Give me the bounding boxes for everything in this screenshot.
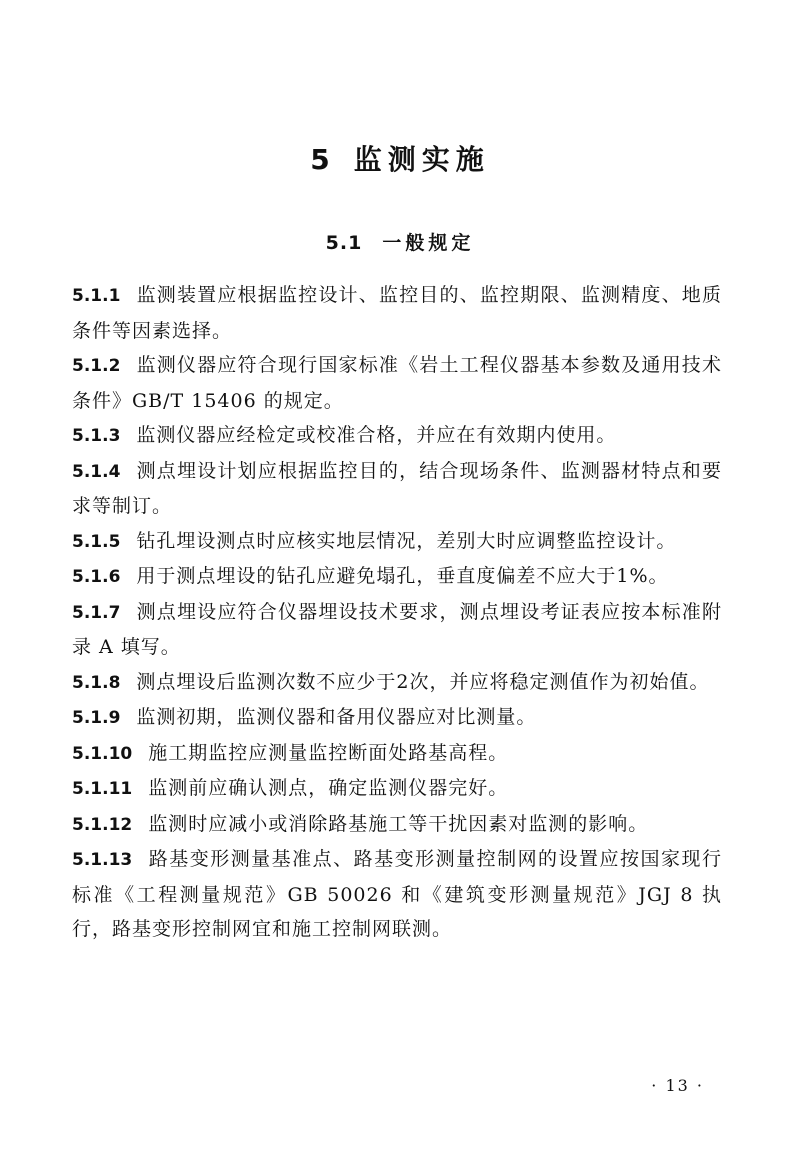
clause-number: 5.1.8 xyxy=(72,672,121,693)
clause-5-1-2 xyxy=(72,348,722,418)
clause-5-1-6 xyxy=(72,559,722,595)
clause-number: 5.1.3 xyxy=(72,426,121,446)
clause-5-1-12 xyxy=(72,807,722,843)
chapter-number: 5 xyxy=(310,143,336,176)
section-number: 5.1 xyxy=(325,232,363,254)
clause-5-1-9 xyxy=(72,700,722,736)
clause-5-1-11 xyxy=(72,771,722,807)
clause-list xyxy=(72,278,722,947)
clause-5-1-3 xyxy=(72,418,722,454)
clause-number: 5.1.2 xyxy=(72,356,121,376)
clause-text: 测点埋设计划应根据监控目的，结合现场条件、监测器材特点和要求等制订。 xyxy=(72,459,722,517)
clause-5-1-13 xyxy=(72,842,722,947)
clause-5-1-10 xyxy=(72,736,722,772)
page-number: · 13 · xyxy=(651,1076,704,1095)
clause-text: 测点埋设应符合仪器埋设技术要求，测点埋设考证表应按本标准附录 A 填写。 xyxy=(72,600,722,658)
chapter-heading xyxy=(0,138,800,178)
clause-number: 5.1.9 xyxy=(72,708,121,728)
clause-text: 施工期监控应测量监控断面处路基高程。 xyxy=(148,741,509,764)
chapter-title: 监测实施 xyxy=(353,143,490,176)
clause-number: 5.1.10 xyxy=(72,743,133,764)
clause-5-1-1 xyxy=(72,278,722,348)
section-title: 一般规定 xyxy=(382,232,475,254)
clause-5-1-8 xyxy=(72,665,722,701)
clause-text: 钻孔埋设测点时应核实地层情况，差别大时应调整监控设计。 xyxy=(136,529,677,552)
section-heading xyxy=(0,228,800,255)
clause-text: 用于测点埋设的钻孔应避免塌孔，垂直度偏差不应大于1%。 xyxy=(136,565,669,587)
clause-number: 5.1.13 xyxy=(72,850,133,870)
clause-5-1-4 xyxy=(72,454,722,524)
clause-number: 5.1.4 xyxy=(72,461,121,482)
clause-text: 监测时应减小或消除路基施工等干扰因素对监测的影响。 xyxy=(148,812,649,835)
clause-number: 5.1.11 xyxy=(72,779,133,799)
clause-text: 测点埋设后监测次数不应少于2次，并应将稳定测值作为初始值。 xyxy=(136,670,710,693)
clause-number: 5.1.12 xyxy=(72,814,133,835)
clause-5-1-5 xyxy=(72,524,722,560)
clause-number: 5.1.1 xyxy=(72,286,121,306)
clause-text: 监测仪器应符合现行国家标准《岩土工程仪器基本参数及通用技术条件》GB/T 15406 的规定。 xyxy=(72,354,722,412)
clause-text: 监测仪器应经检定或校准合格，并应在有效期内使用。 xyxy=(136,424,617,446)
clause-text: 监测初期，监测仪器和备用仪器应对比测量。 xyxy=(136,706,537,728)
clause-5-1-7 xyxy=(72,595,722,665)
clause-text: 监测前应确认测点，确定监测仪器完好。 xyxy=(148,777,509,799)
clause-number: 5.1.7 xyxy=(72,602,121,623)
clause-text: 路基变形测量基准点、路基变形测量控制网的设置应按国家现行标准《工程测量规范》GB 50026 和《建筑变形测量规范》JGJ 8 执行，路基变形控制网宜和施工控制网联测。 xyxy=(72,848,722,940)
clause-text: 监测装置应根据监控设计、监控目的、监控期限、监测精度、地质条件等因素选择。 xyxy=(72,284,722,342)
clause-number: 5.1.6 xyxy=(72,567,121,587)
clause-number: 5.1.5 xyxy=(72,531,121,552)
